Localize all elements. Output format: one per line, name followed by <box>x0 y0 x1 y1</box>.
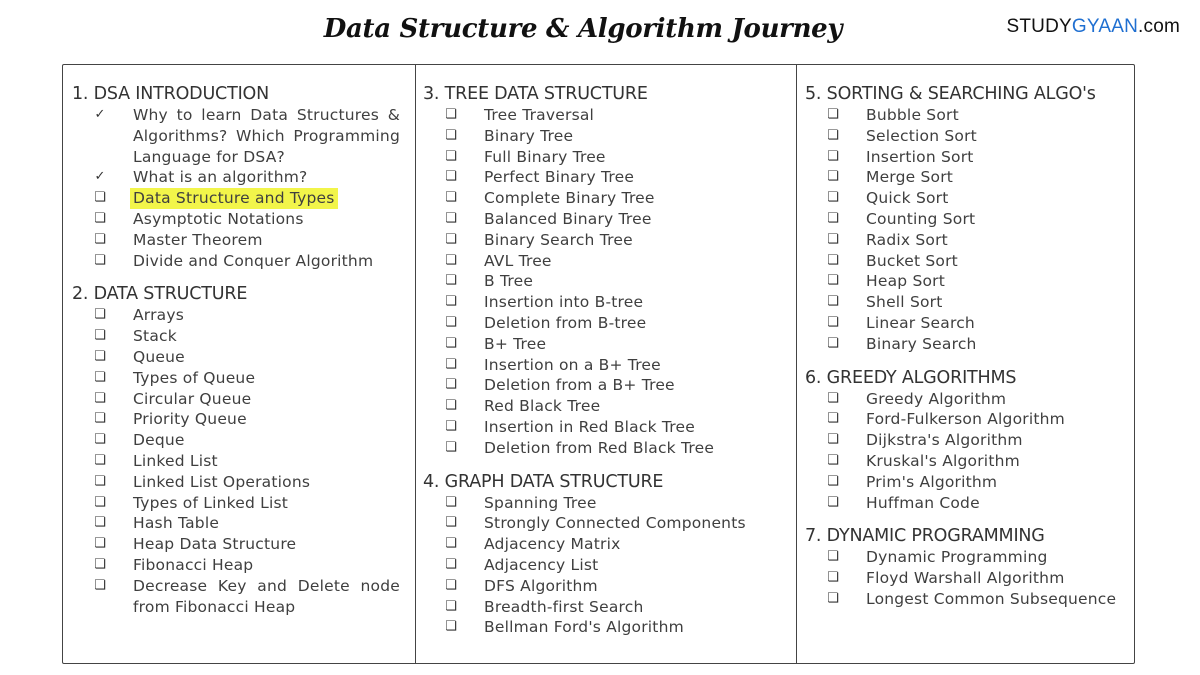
topic-item[interactable] <box>423 576 783 597</box>
checkbox-icon[interactable]: ❏ <box>445 190 457 206</box>
topic-item[interactable] <box>805 188 1135 209</box>
topic-label: Radix Sort <box>866 230 948 249</box>
topic-item[interactable] <box>72 430 404 451</box>
topic-label: Linear Search <box>866 313 975 332</box>
topic-label: Tree Traversal <box>484 106 595 124</box>
topic-label: DFS Algorithm <box>484 576 598 595</box>
checkbox-icon[interactable]: ❏ <box>445 536 457 552</box>
topic-item[interactable] <box>423 271 783 292</box>
brand-accent: GYAAN <box>1071 16 1139 37</box>
topic-item[interactable] <box>72 305 404 326</box>
topic-list <box>72 105 404 271</box>
topic-item[interactable] <box>72 326 404 347</box>
topic-item[interactable] <box>72 576 404 618</box>
topic-item[interactable] <box>423 126 783 147</box>
topic-label: Deque <box>133 431 185 450</box>
topic-item[interactable] <box>423 188 783 209</box>
topic-label: Types of Linked List <box>133 493 289 512</box>
topic-label: Ford-Fulkerson Algorithm <box>866 410 1065 429</box>
checkbox-icon[interactable]: ❏ <box>94 307 106 323</box>
checkbox-icon[interactable]: ❏ <box>94 432 106 448</box>
section-sorting-searching <box>805 83 1135 355</box>
topic-item[interactable] <box>423 251 783 272</box>
topic-label: Adjacency Matrix <box>484 535 621 554</box>
section-graph-data-structure <box>423 471 783 639</box>
topic-label: Spanning Tree <box>484 493 597 512</box>
topic-label: Shell Sort <box>866 293 943 312</box>
column-divider <box>796 65 797 663</box>
topic-label: Queue <box>133 347 185 366</box>
topic-label: Insertion into B-tree <box>484 293 644 312</box>
checkbox-icon[interactable]: ❏ <box>827 473 839 489</box>
topic-list <box>423 105 783 459</box>
column-2 <box>423 83 783 650</box>
section-heading: 7. DYNAMIC PROGRAMMING <box>805 526 1045 547</box>
topic-item[interactable] <box>805 389 1135 410</box>
checkbox-icon[interactable]: ❏ <box>94 252 106 268</box>
topic-label: Hash Table <box>133 514 220 533</box>
section-tree-data-structure <box>423 83 783 459</box>
topic-item[interactable] <box>423 167 783 188</box>
checkbox-icon[interactable]: ❏ <box>94 577 106 593</box>
topic-item[interactable] <box>805 271 1135 292</box>
brand-suffix: .com <box>1138 16 1180 37</box>
topic-label: Complete Binary Tree <box>484 189 655 208</box>
checkbox-icon[interactable]: ❏ <box>827 314 839 330</box>
topic-label: Asymptotic Notations <box>133 209 304 228</box>
section-heading: 2. DATA STRUCTURE <box>72 284 248 305</box>
topic-label: Floyd Warshall Algorithm <box>866 569 1065 588</box>
topic-item[interactable] <box>423 334 783 355</box>
topic-label: Deletion from a B+ Tree <box>484 376 675 395</box>
checkbox-icon[interactable]: ❏ <box>94 328 106 344</box>
topic-label: Types of Queue <box>133 368 256 387</box>
topic-item[interactable] <box>72 451 404 472</box>
topic-item[interactable] <box>72 105 404 167</box>
checkbox-icon[interactable]: ❏ <box>94 494 106 510</box>
topic-item[interactable] <box>423 209 783 230</box>
checkbox-icon[interactable]: ❏ <box>445 314 457 330</box>
topic-item[interactable] <box>423 396 783 417</box>
topic-label: Heap Sort <box>866 272 946 291</box>
topic-item[interactable] <box>423 555 783 576</box>
topic-label: Bubble Sort <box>866 106 959 124</box>
checkbox-icon[interactable]: ❏ <box>445 273 457 289</box>
topic-item[interactable] <box>423 617 783 638</box>
topic-label: Balanced Binary Tree <box>484 209 652 228</box>
checkbox-icon[interactable]: ❏ <box>445 439 457 455</box>
checkbox-icon[interactable]: ❏ <box>827 148 839 164</box>
topic-label: Deletion from B-tree <box>484 313 647 332</box>
checkbox-icon[interactable]: ❏ <box>445 515 457 531</box>
topic-label: Dijkstra's Algorithm <box>866 431 1023 450</box>
checkbox-icon[interactable]: ❏ <box>827 294 839 310</box>
checkbox-icon[interactable]: ❏ <box>827 452 839 468</box>
topic-item[interactable] <box>423 230 783 251</box>
topic-label: Counting Sort <box>866 209 976 228</box>
topic-label: Deletion from Red Black Tree <box>484 438 715 457</box>
topic-label: What is an algorithm? <box>133 168 308 187</box>
topic-item[interactable] <box>423 597 783 618</box>
checkbox-icon[interactable]: ❏ <box>445 577 457 593</box>
checkbox-icon[interactable]: ❏ <box>827 190 839 206</box>
topic-label: Prim's Algorithm <box>866 472 998 491</box>
topic-label: Breadth-first Search <box>484 597 644 616</box>
checkbox-icon[interactable]: ❏ <box>94 210 106 226</box>
topic-label: Insertion in Red Black Tree <box>484 417 695 436</box>
checkbox-icon[interactable]: ❏ <box>827 127 839 143</box>
topic-label: Greedy Algorithm <box>866 389 1007 408</box>
section-heading: 6. GREEDY ALGORITHMS <box>805 367 1017 388</box>
checkbox-icon[interactable]: ❏ <box>445 169 457 185</box>
topic-label: Divide and Conquer Algorithm <box>133 251 374 270</box>
topic-label: B Tree <box>484 272 534 291</box>
topic-item[interactable] <box>72 230 404 251</box>
topic-item[interactable] <box>423 292 783 313</box>
checkbox-icon[interactable]: ❏ <box>445 494 457 510</box>
topic-label: Bellman Ford's Algorithm <box>484 618 684 637</box>
topic-item[interactable] <box>423 313 783 334</box>
topic-label: Huffman Code <box>866 493 980 512</box>
checkbox-icon[interactable]: ❏ <box>94 556 106 572</box>
topic-label: Heap Data Structure <box>133 535 297 554</box>
topic-label: Bucket Sort <box>866 251 958 270</box>
checkmark-icon[interactable]: ✓ <box>94 107 106 122</box>
topic-label: Longest Common Subsequence <box>866 589 1117 608</box>
topic-item[interactable] <box>423 493 783 514</box>
topic-item[interactable] <box>805 313 1135 334</box>
topic-label: Stack <box>133 327 177 346</box>
topic-item[interactable] <box>72 251 404 272</box>
topic-label: Master Theorem <box>133 230 263 249</box>
topic-label: Data Structure and Types <box>130 188 338 209</box>
topic-label: Kruskal's Algorithm <box>866 451 1020 470</box>
section-heading: 3. TREE DATA STRUCTURE <box>423 84 648 104</box>
topic-label: AVL Tree <box>484 251 552 270</box>
checkbox-icon[interactable]: ❏ <box>94 452 106 468</box>
section-heading: 4. GRAPH DATA STRUCTURE <box>423 471 664 492</box>
topic-item[interactable] <box>805 409 1135 430</box>
topic-item[interactable] <box>72 409 404 430</box>
topic-label: Priority Queue <box>133 410 247 429</box>
checkbox-icon[interactable]: ❏ <box>445 335 457 351</box>
section-data-structure <box>72 283 404 617</box>
topic-item[interactable] <box>805 334 1135 355</box>
topic-item[interactable] <box>805 493 1135 514</box>
checkbox-icon[interactable]: ❏ <box>827 390 839 406</box>
topic-item[interactable] <box>72 209 404 230</box>
topic-item[interactable] <box>72 555 404 576</box>
checkbox-icon[interactable]: ❏ <box>827 570 839 586</box>
topic-item[interactable] <box>72 188 404 209</box>
checkbox-icon[interactable]: ❏ <box>827 590 839 606</box>
topic-item[interactable] <box>423 417 783 438</box>
topic-label: Arrays <box>133 306 185 325</box>
checkbox-icon[interactable]: ❏ <box>94 515 106 531</box>
column-3 <box>805 83 1135 622</box>
checkbox-icon[interactable]: ❏ <box>94 348 106 364</box>
checkbox-icon[interactable]: ❏ <box>445 418 457 434</box>
topic-label: Quick Sort <box>866 189 949 208</box>
checkmark-icon[interactable]: ✓ <box>94 169 106 185</box>
topic-item[interactable] <box>72 493 404 514</box>
checkbox-icon[interactable]: ❏ <box>445 148 457 164</box>
topic-label: Dynamic Programming <box>866 548 1048 567</box>
checkbox-icon[interactable]: ❏ <box>827 335 839 351</box>
topic-item[interactable] <box>805 589 1135 610</box>
topic-item[interactable] <box>72 347 404 368</box>
checkbox-icon[interactable]: ❏ <box>94 536 106 552</box>
topic-item[interactable] <box>72 167 404 188</box>
checkbox-icon[interactable]: ❏ <box>94 369 106 385</box>
topic-list <box>423 493 783 639</box>
checkbox-icon[interactable]: ❏ <box>445 252 457 268</box>
topic-label: Binary Search <box>866 334 977 353</box>
syllabus-table <box>62 64 1135 664</box>
checkbox-icon[interactable]: ❏ <box>827 411 839 427</box>
topic-list <box>805 389 1135 514</box>
checkbox-icon[interactable]: ❏ <box>94 190 106 206</box>
checkbox-icon[interactable]: ❏ <box>445 398 457 414</box>
topic-item[interactable] <box>423 513 783 534</box>
topic-item[interactable] <box>72 389 404 410</box>
topic-label: Why to learn Data Structures & Algorithms? Which Programming Language for DSA? <box>133 106 400 166</box>
topic-label: Circular Queue <box>133 389 252 408</box>
topic-item[interactable] <box>805 430 1135 451</box>
topic-item[interactable] <box>805 292 1135 313</box>
topic-item[interactable] <box>423 355 783 376</box>
topic-item[interactable] <box>72 513 404 534</box>
section-heading: 1. DSA INTRODUCTION <box>72 84 269 104</box>
topic-label: Binary Search Tree <box>484 230 633 249</box>
checkbox-icon[interactable]: ❏ <box>445 356 457 372</box>
checkbox-icon[interactable]: ❏ <box>445 377 457 393</box>
checkbox-icon[interactable]: ❏ <box>827 169 839 185</box>
topic-label: Decrease Key and Delete node from Fibonacci Heap <box>133 576 400 616</box>
topic-label: Linked List <box>133 451 218 470</box>
topic-label: Selection Sort <box>866 126 977 145</box>
checkbox-icon[interactable]: ❏ <box>827 252 839 268</box>
topic-item[interactable] <box>72 534 404 555</box>
topic-label: Strongly Connected Components <box>484 514 746 533</box>
column-divider <box>415 65 416 663</box>
topic-item[interactable] <box>805 209 1135 230</box>
topic-label: Adjacency List <box>484 555 599 574</box>
topic-item[interactable] <box>72 472 404 493</box>
checkbox-icon[interactable]: ❏ <box>445 107 457 122</box>
topic-label: Binary Tree <box>484 126 574 145</box>
checkbox-icon[interactable]: ❏ <box>94 390 106 406</box>
topic-item[interactable] <box>72 368 404 389</box>
checkbox-icon[interactable]: ❏ <box>827 432 839 448</box>
topic-label: Full Binary Tree <box>484 147 606 166</box>
checkbox-icon[interactable]: ❏ <box>94 473 106 489</box>
topic-list <box>805 105 1135 355</box>
checkbox-icon[interactable]: ❏ <box>827 231 839 247</box>
topic-item[interactable] <box>805 126 1135 147</box>
checkbox-icon[interactable]: ❏ <box>445 619 457 635</box>
topic-label: Insertion Sort <box>866 147 974 166</box>
topic-item[interactable] <box>805 547 1135 568</box>
topic-label: Insertion on a B+ Tree <box>484 355 661 374</box>
section-greedy-algorithms <box>805 367 1135 514</box>
checkbox-icon[interactable]: ❏ <box>445 294 457 310</box>
checkbox-icon[interactable]: ❏ <box>445 598 457 614</box>
topic-item[interactable] <box>805 451 1135 472</box>
checkbox-icon[interactable]: ❏ <box>827 549 839 565</box>
topic-label: B+ Tree <box>484 334 547 353</box>
topic-label: Fibonacci Heap <box>133 555 254 574</box>
checkbox-icon[interactable]: ❏ <box>445 210 457 226</box>
checkbox-icon[interactable]: ❏ <box>827 107 839 122</box>
section-dsa-introduction <box>72 83 404 271</box>
topic-item[interactable] <box>805 230 1135 251</box>
topic-item[interactable] <box>805 147 1135 168</box>
topic-item[interactable] <box>805 105 1135 126</box>
topic-item[interactable] <box>423 147 783 168</box>
checkbox-icon[interactable]: ❏ <box>445 231 457 247</box>
checkbox-icon[interactable]: ❏ <box>445 556 457 572</box>
checkbox-icon[interactable]: ❏ <box>94 231 106 247</box>
checkbox-icon[interactable]: ❏ <box>827 273 839 289</box>
topic-item[interactable] <box>423 534 783 555</box>
page-title: Data Structure & Algorithm Journey <box>323 14 843 44</box>
topic-item[interactable] <box>805 568 1135 589</box>
topic-item[interactable] <box>423 375 783 396</box>
topic-label: Linked List Operations <box>133 472 311 491</box>
checkbox-icon[interactable]: ❏ <box>445 127 457 143</box>
brand-logo[interactable] <box>1007 16 1181 38</box>
topic-label: Perfect Binary Tree <box>484 168 635 187</box>
topic-label: Red Black Tree <box>484 397 601 416</box>
section-heading: 5. SORTING & SEARCHING ALGO's <box>805 84 1096 104</box>
checkbox-icon[interactable]: ❏ <box>827 210 839 226</box>
topic-item[interactable] <box>805 472 1135 493</box>
topic-label: Merge Sort <box>866 168 954 187</box>
topic-list <box>72 305 404 617</box>
checkbox-icon[interactable]: ❏ <box>94 411 106 427</box>
topic-item[interactable] <box>805 251 1135 272</box>
topic-item[interactable] <box>423 105 783 126</box>
section-dynamic-programming <box>805 525 1135 609</box>
topic-item[interactable] <box>423 438 783 459</box>
brand-prefix: STUDY <box>1006 16 1072 37</box>
column-1 <box>72 83 404 629</box>
topic-list <box>805 547 1135 609</box>
topic-item[interactable] <box>805 167 1135 188</box>
checkbox-icon[interactable]: ❏ <box>827 494 839 510</box>
